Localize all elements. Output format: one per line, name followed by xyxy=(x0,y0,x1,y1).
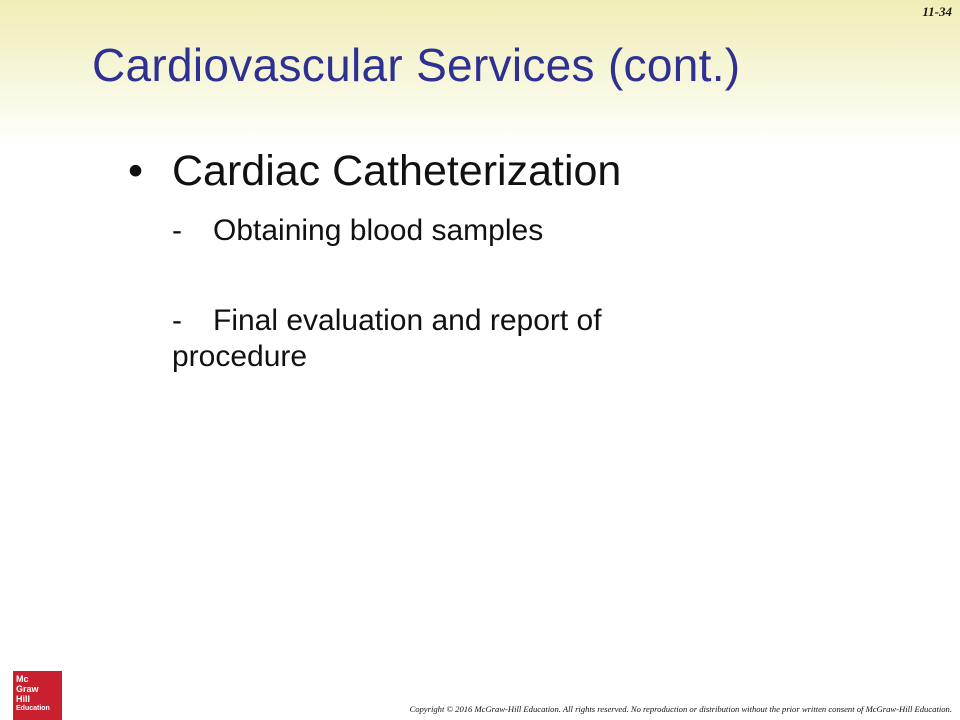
sub-item-text: Final evaluation and report of procedure xyxy=(172,304,602,373)
copyright-notice: Copyright © 2016 McGraw-Hill Education. All rights reserved. No reproduction or distribution without the prior written consent of McGraw-Hill Education. xyxy=(409,704,952,714)
logo-line: Education xyxy=(16,705,50,712)
logo-line: Hill xyxy=(16,694,31,704)
bullet-text: Cardiac Catheterization xyxy=(172,147,622,195)
bullet-item xyxy=(128,147,621,196)
slide-title: Cardiovascular Services (cont.) xyxy=(92,39,741,91)
bullet-dot: • xyxy=(128,147,144,195)
dash-marker: - xyxy=(172,304,182,337)
dash-marker: - xyxy=(172,214,182,247)
mcgraw-hill-logo xyxy=(13,671,62,720)
slide-number: 11-34 xyxy=(922,4,952,19)
sub-item-text: Obtaining blood samples xyxy=(213,214,544,247)
logo-line: Mc xyxy=(16,674,29,684)
logo-wordmark xyxy=(16,674,50,713)
sub-item-blood-samples xyxy=(172,213,732,249)
sub-item-final-evaluation xyxy=(172,303,732,375)
logo-line: Graw xyxy=(16,684,39,694)
